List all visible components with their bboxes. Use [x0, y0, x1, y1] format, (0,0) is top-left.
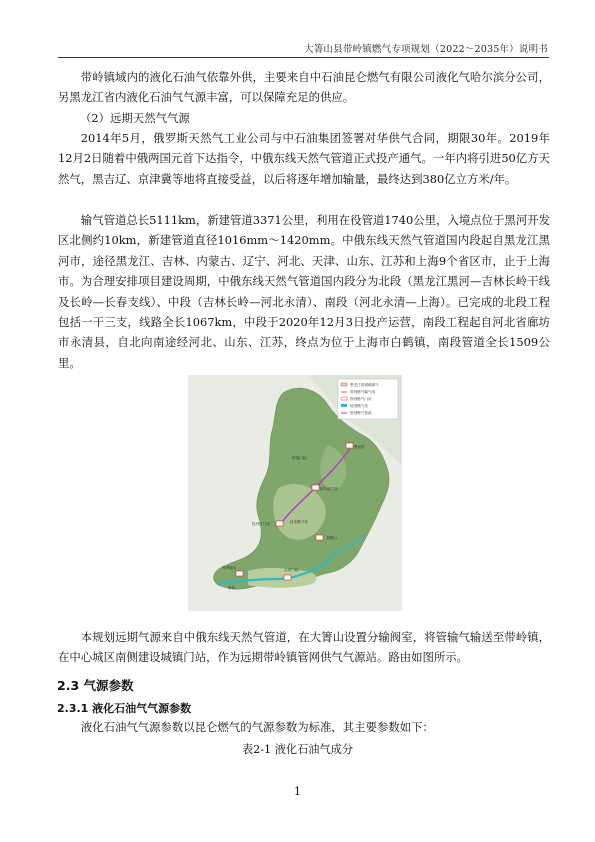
city-label: 伊春门站 [292, 456, 307, 460]
running-header: 大箐山县带岭镇燃气专项规划（2022～2035年）说明书 [304, 44, 548, 55]
station-marker [312, 485, 319, 490]
paragraph-pipeline-details: 输气管道总长5111km，新建管道3371公里，利用在役管道1740公里，入境点位于黑河开发区北侧约10km，新建管道直径1016mm～1420mm。中俄东线天然气管道国内段起自黑龙江黑河市，途径黑龙江、吉林、内蒙古、辽宁、河北、天津、山东、江苏和上海9个省区市，止于上海市。为合理安排项目建设周期，中俄东线天然气管道国内段分为北段（黑龙江黑河—吉林长岭干线及长岭—长春支线）、中段（吉林长岭—河北永清）、南段（河北永清—上海）。已完成的北段工程包括一干三支，线路全长1067km，中段于2020年12月3日投产运营，南段工程起自河北省廊坊市永清县，自北向南途经河北、山东、江苏，终点为位于上海市白鹤镇，南段管道全长1509公里。 [58, 213, 550, 370]
header-rule [58, 57, 549, 58]
subheading-long-term-gas: （2）远期天然气气源 [80, 111, 190, 125]
pipeline-route-map [188, 375, 402, 611]
city-label: 绥化 [228, 586, 236, 590]
city-label: 齐齐哈尔 [222, 566, 237, 570]
station-marker [284, 575, 291, 580]
city-label: 哈尔滨门站 [320, 487, 338, 491]
legend-item: 规划燃气输气线 [350, 390, 376, 394]
city-label: 佳木斯门站 [290, 520, 308, 524]
page-number: 1 [294, 785, 301, 798]
city-label: 双鸭山 [326, 536, 337, 540]
station-marker [236, 571, 243, 576]
paragraph-lpg-supply: 带岭镇域内的液化石油气依靠外供，主要来自中石油昆仑燃气有限公司液化气哈尔滨分公司，另黑龙江省内液化石油气气源丰富，可以保障充足的供应。 [58, 70, 550, 105]
legend-item: 规划燃气门站 [350, 397, 372, 401]
city-label: 黑河市 [354, 445, 365, 449]
city-label: 大庆门站 [284, 568, 299, 572]
station-marker [276, 521, 283, 526]
table-caption: 表2-1 液化石油气成分 [241, 743, 354, 756]
paragraph-lpg-params: 液化石油气气源参数以昆仑燃气的气源参数为标准，其主要参数如下： [80, 720, 434, 734]
station-marker [346, 443, 353, 448]
paragraph-route-plan: 本规划远期气源来自中俄东线天然气管道，在大箐山设置分输阀室，将管输气输送至带岭镇，在中心城区南侧建设城镇门站，作为远期带岭镇管网供气气源站。路由如图所示。 [58, 630, 550, 665]
legend-item: 规划燃气站 [350, 404, 368, 408]
legend-item: 规划燃气管道 [350, 411, 372, 415]
section-heading: 2.3 气源参数 [57, 678, 134, 693]
station-marker [316, 535, 323, 540]
subsection-heading: 2.3.1 液化石油气气源参数 [57, 702, 192, 715]
legend-item: 黑龙江省城镇燃气 [350, 383, 379, 387]
city-label: 牡丹江门站 [252, 522, 270, 526]
paragraph-sino-russian-contract: 2014年5月，俄罗斯天然气工业公司与中石油集团签署对华供气合同，期限30年。2019年12月2日随着中俄两国元首下达指令，中俄东线天然气管道正式投产通气。一年内将引进50亿方天然气，黑吉辽、京津冀等地将直接受益，以后将逐年增加输量，最终达到380亿立方米/年。 [58, 131, 550, 186]
map-legend [338, 379, 398, 419]
